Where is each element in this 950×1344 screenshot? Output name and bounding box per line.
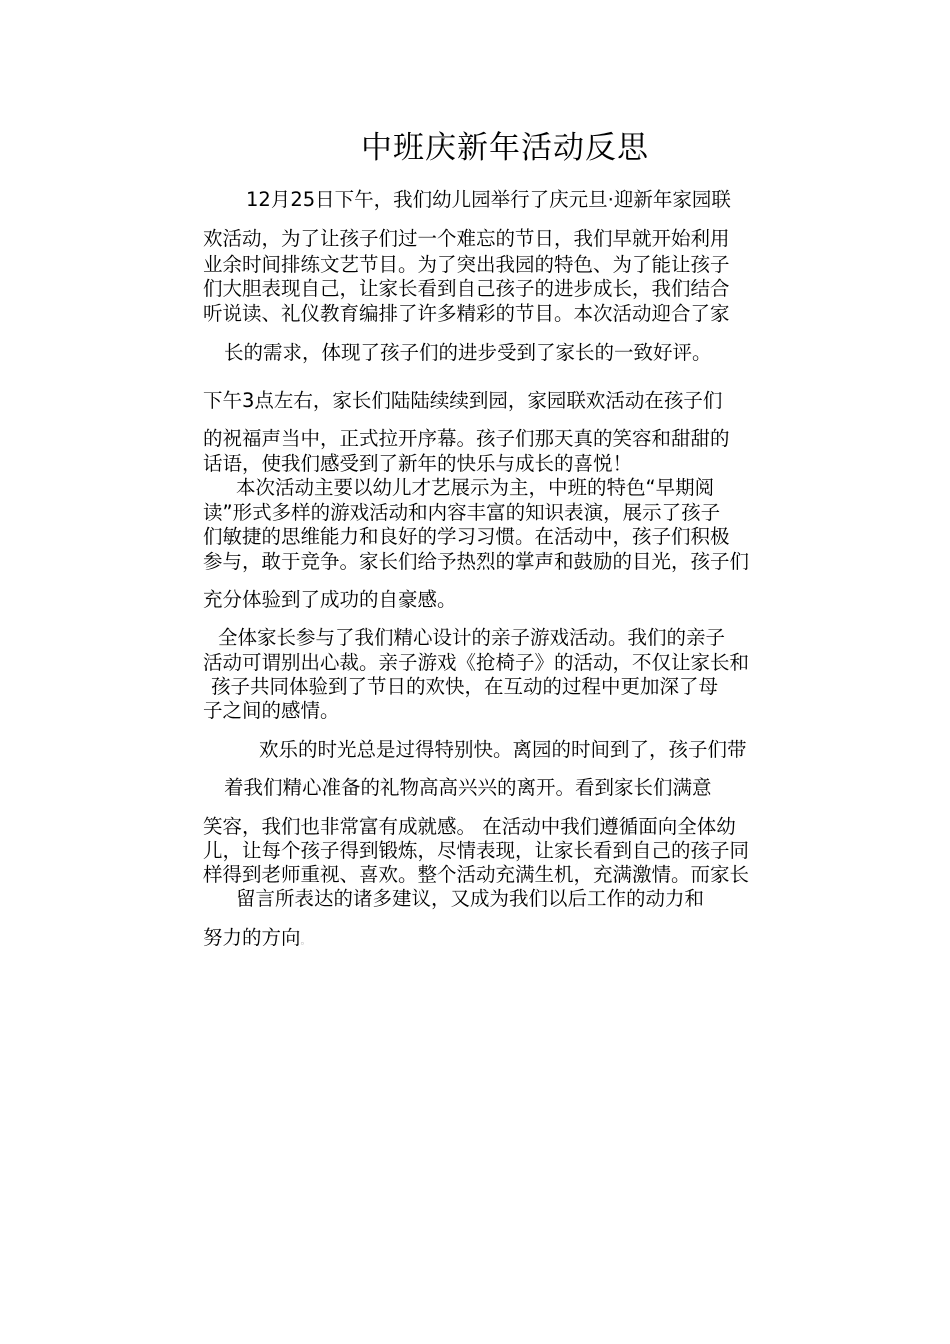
text-line-last: [203, 925, 311, 955]
text-line: 欢乐的时光总是过得特别快。离园的时间到了，孩子们带: [259, 738, 747, 761]
text-line: 活动可谓别出心裁。亲子游戏《抢椅子》的活动，不仅让家长和: [203, 651, 750, 674]
text-line: 长的需求，体现了孩子们的进步受到了家长的一致好评。: [224, 341, 712, 364]
text-line: 的祝福声当中，正式拉开序幕。孩子们那天真的笑容和甜甜的: [203, 427, 730, 450]
text-line: 本次活动主要以幼儿才艺展示为主，中班的特色“早期阅: [236, 476, 715, 499]
text-line: 全体家长参与了我们精心设计的亲子游戏活动。我们的亲子: [218, 626, 726, 649]
text-line: 们大胆表现自己，让家长看到自己孩子的进步成长，我们结合: [203, 277, 730, 300]
text-line: 们敏捷的思维能力和良好的学习习惯。在活动中，孩子们积极: [203, 525, 730, 548]
text-line: 欢活动，为了让孩子们过一个难忘的节日，我们早就开始利用: [203, 227, 730, 250]
text-line: 12月25日下午，我们幼儿园举行了庆元旦·迎新年家园联: [246, 188, 731, 211]
text-line: 孩子共同体验到了节日的欢快，在互动的过程中更加深了母: [211, 675, 719, 698]
text-line: 留言所表达的诸多建议，又成为我们以后工作的动力和: [236, 887, 705, 910]
text-line: 话语，使我们感受到了新年的快乐与成长的喜悦！: [203, 452, 633, 475]
text-line: 下午3点左右，家长们陆陆续续到园，家园联欢活动在孩子们: [203, 389, 723, 412]
text-line: 读”形式多样的游戏活动和内容丰富的知识表演，展示了孩子: [203, 501, 721, 524]
text-line: 业余时间排练文艺节目。为了突出我园的特色、为了能让孩子: [203, 253, 730, 276]
text-line: 着我们精心准备的礼物高高兴兴的离开。看到家长们满意: [224, 776, 712, 799]
text-line: 样得到老师重视、喜欢。整个活动充满生机，充满激情。而家长: [203, 863, 750, 886]
document-title: 中班庆新年活动反思: [361, 130, 649, 166]
text-line: 笑容，我们也非常富有成就感。 在活动中我们遵循面向全体幼: [203, 815, 736, 838]
text-line: 充分体验到了成功的自豪感。: [203, 588, 457, 611]
text-line: 子之间的感情。: [203, 699, 340, 722]
text-line: 儿，让每个孩子得到锻炼，尽情表现，让家长看到自己的孩子同: [203, 839, 750, 862]
end-mark: 。: [300, 936, 311, 947]
text-line-last-content: 努力的方向: [203, 926, 301, 949]
text-line: 参与，敢于竞争。家长们给予热烈的掌声和鼓励的目光，孩子们: [203, 550, 750, 573]
text-line: 听说读、礼仪教育编排了许多精彩的节目。本次活动迎合了家: [203, 302, 730, 325]
